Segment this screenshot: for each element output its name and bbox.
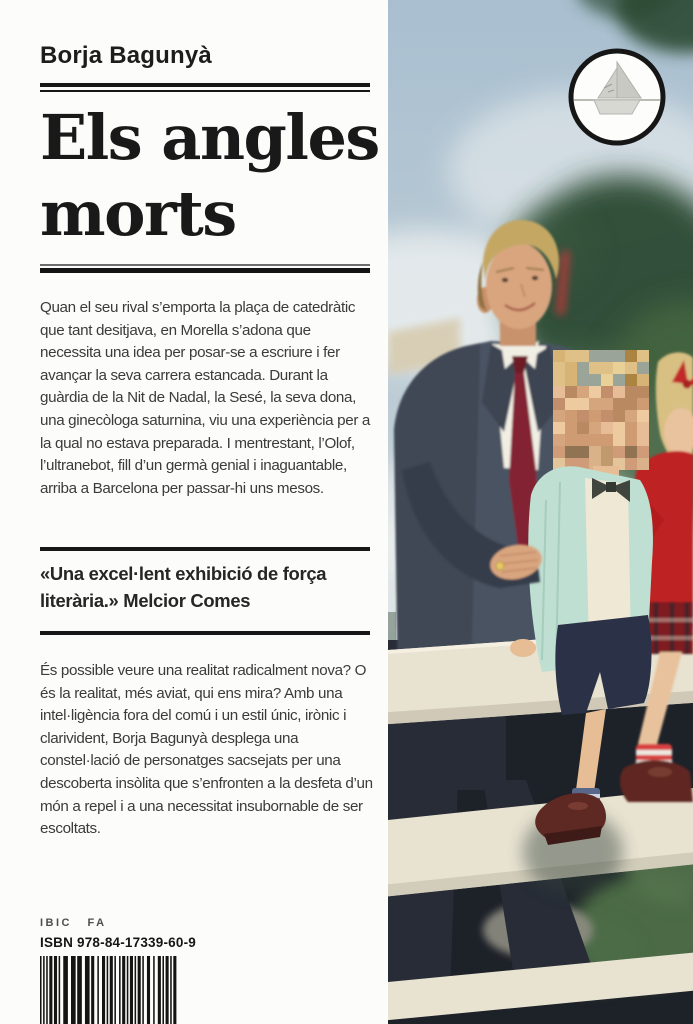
- double-rule-title: [40, 264, 370, 273]
- title-line-1: Els angles: [40, 101, 379, 174]
- synopsis-paragraph: Quan el seu rival s’emporta la plaça de catedràtic que tant desitjava, en Morella s’adona que necessita una idea per posar-se a escriure i fer avançar la seva carrera estancada. Durant la guàrdia de la Nit de Nadal, la Sesé, la seva dona, una ginecòloga saturnina, viu una experiència per a la qual no estava preparada. I mentrestant, l’Olof, l’ultranebot, fill d’un germà genial i inaguantable, arriba a Barcelona per passar-hi uns mesos.: [40, 299, 371, 497]
- isbn-number: ISBN 978-84-17339-60-9: [40, 935, 196, 950]
- rule-above-quote: [40, 547, 370, 551]
- barcode: [40, 956, 198, 1024]
- review-paragraph: És possible veure una realitat radicalment nova? O és la realitat, més aviat, qui ens mira? Amb una intel·ligència fora del comú i un estil únic, irònic i clarivident, Borja Bagunyà desplega una constel·lació de personatges sacsejats per una descoberta insòlita que s’enfronten a la desfeta d’un món a repel i a una necessitat insubornable de ser escoltats.: [40, 662, 373, 838]
- rule-below-quote: [40, 631, 370, 635]
- book-title: [40, 100, 380, 252]
- man-face: [486, 243, 552, 329]
- pixelated-face: [553, 350, 649, 470]
- boy-hand-on-rail: [510, 639, 536, 657]
- ring: [496, 562, 504, 570]
- cover-photo: [388, 0, 693, 1024]
- girl-shoe: [620, 760, 693, 802]
- ibic-code: IBIC FA: [40, 917, 107, 929]
- title-line-2: morts: [40, 177, 236, 250]
- publisher-logo: [571, 51, 663, 143]
- double-rule-author: [40, 83, 370, 92]
- review-quote: «Una excel·lent exhibició de força literària.» Melcior Comes: [40, 563, 327, 611]
- author-name: Borja Bagunyà: [40, 42, 212, 69]
